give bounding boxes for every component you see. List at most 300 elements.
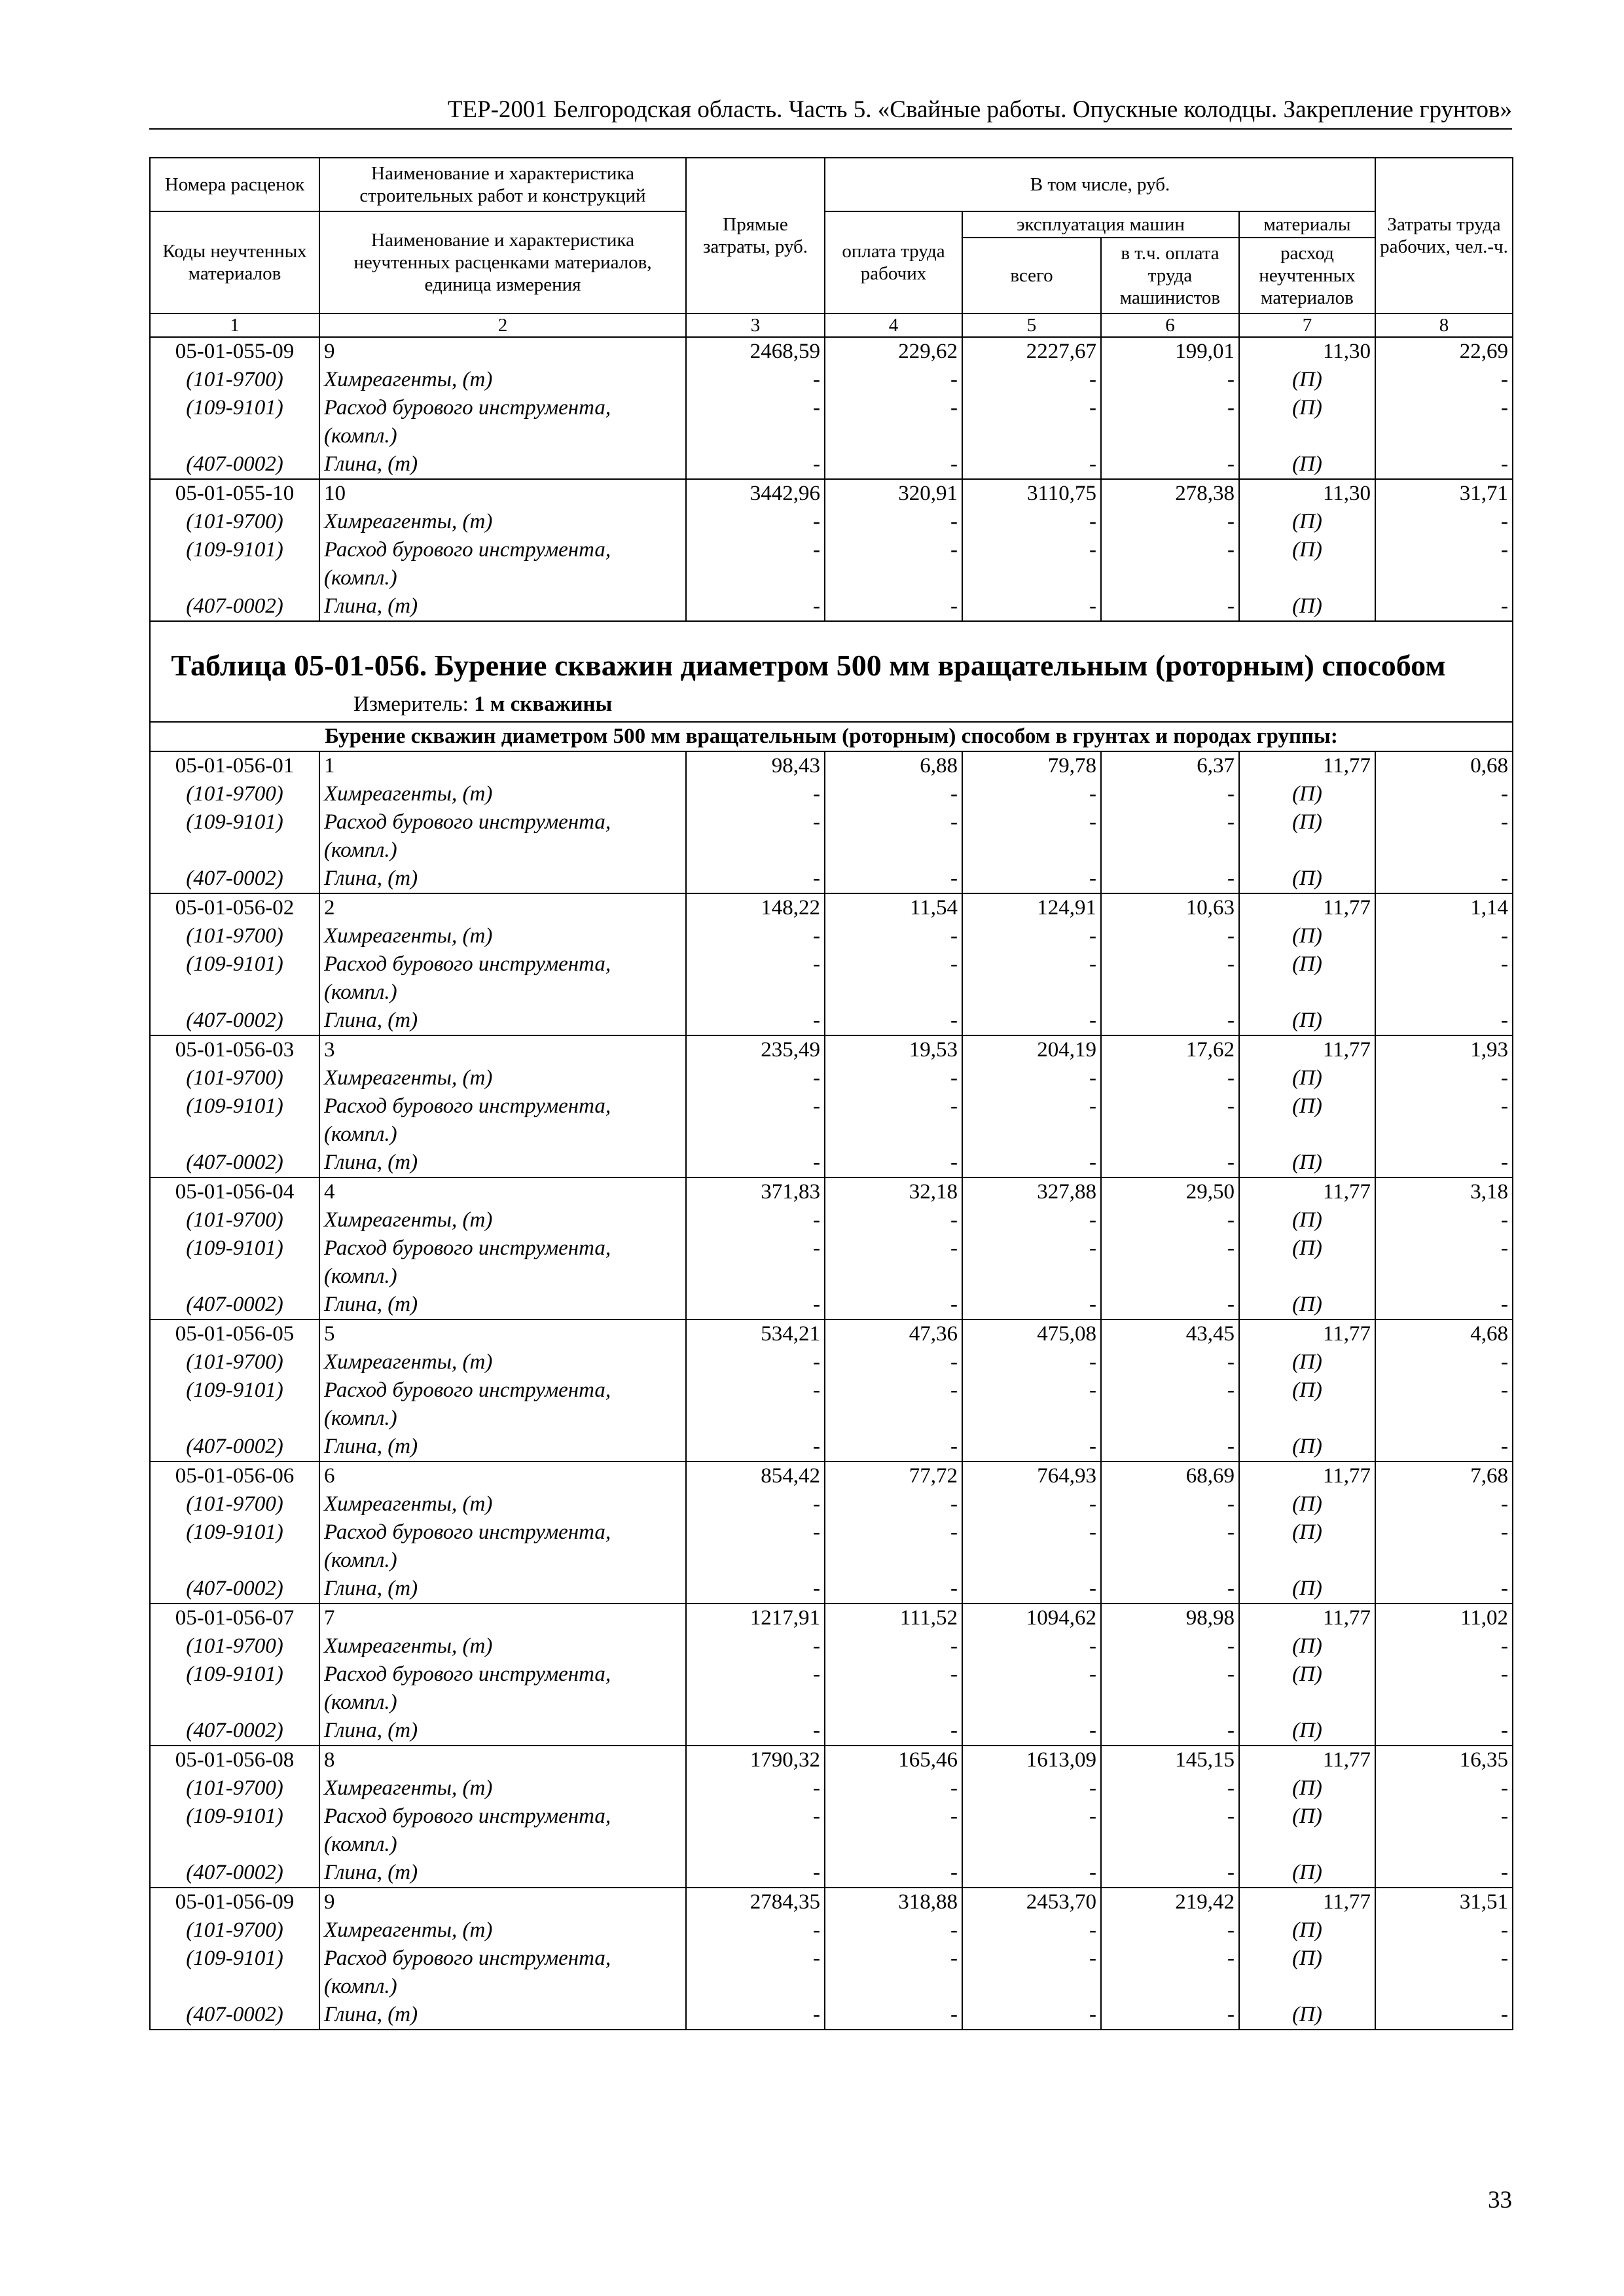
dash-value: -: [825, 1433, 962, 1462]
dash-value: [1101, 836, 1239, 865]
machine-cost: 1094,62: [962, 1604, 1101, 1632]
material-name: Глина, (т): [319, 2001, 686, 2030]
labor-pay: 165,46: [825, 1746, 962, 1774]
machine-labor-pay: 6,37: [1101, 751, 1239, 780]
material-name: Расход бурового инструмента,: [319, 1518, 686, 1547]
rate-code: 05-01-056-07: [150, 1604, 319, 1632]
material-name: Расход бурового инструмента,: [319, 950, 686, 978]
dash-value: [962, 978, 1101, 1007]
dash-value: -: [686, 780, 825, 808]
material-code: [150, 422, 319, 450]
dash-value: -: [1375, 1433, 1513, 1462]
machine-labor-pay: 219,42: [1101, 1888, 1239, 1916]
material-code: (407-0002): [150, 592, 319, 621]
dash-value: -: [1101, 394, 1239, 422]
material-name: Химреагенты, (т): [319, 1348, 686, 1376]
material-name: (компл.): [319, 1405, 686, 1433]
material-row: [150, 1490, 1513, 1518]
dash-value: -: [686, 366, 825, 394]
machine-cost: 2453,70: [962, 1888, 1101, 1916]
dash-value: -: [825, 922, 962, 950]
dash-value: -: [686, 1945, 825, 1973]
material-row: [150, 564, 1513, 592]
dash-value: -: [825, 1348, 962, 1376]
material-name: Химреагенты, (т): [319, 780, 686, 808]
dash-value: -: [1101, 366, 1239, 394]
dash-value: -: [1101, 1518, 1239, 1547]
unaccounted-mark: (П): [1239, 1575, 1375, 1604]
direct-cost: 371,83: [686, 1177, 825, 1206]
dash-value: -: [825, 1376, 962, 1405]
dash-value: -: [1101, 1575, 1239, 1604]
col-header-including: В том числе, руб.: [825, 158, 1375, 211]
unaccounted-mark: [1239, 564, 1375, 592]
dash-value: [962, 1831, 1101, 1859]
material-name: (компл.): [319, 1263, 686, 1291]
dash-value: [825, 1405, 962, 1433]
unaccounted-mark: [1239, 1973, 1375, 2001]
material-code: (407-0002): [150, 1149, 319, 1177]
unaccounted-mark: (П): [1239, 1064, 1375, 1092]
dash-value: [825, 1689, 962, 1717]
materials-cost: 11,77: [1239, 1177, 1375, 1206]
unaccounted-mark: (П): [1239, 1518, 1375, 1547]
dash-value: -: [962, 865, 1101, 893]
dash-value: -: [1375, 780, 1513, 808]
dash-value: -: [962, 1234, 1101, 1263]
material-name: Химреагенты, (т): [319, 1206, 686, 1234]
material-row: [150, 1348, 1513, 1376]
soil-group: 6: [319, 1462, 686, 1490]
material-row: [150, 1405, 1513, 1433]
soil-group: 9: [319, 1888, 686, 1916]
dash-value: -: [686, 1916, 825, 1945]
dash-value: -: [962, 808, 1101, 836]
direct-cost: 2468,59: [686, 337, 825, 366]
material-code: [150, 1689, 319, 1717]
materials-cost: 11,77: [1239, 751, 1375, 780]
dash-value: -: [1101, 592, 1239, 621]
machine-labor-pay: 278,38: [1101, 479, 1239, 508]
price-table: [149, 157, 1513, 2030]
direct-cost: 534,21: [686, 1319, 825, 1348]
dash-value: -: [1101, 1859, 1239, 1888]
dash-value: [1101, 1831, 1239, 1859]
labor-pay: 47,36: [825, 1319, 962, 1348]
material-name: Расход бурового инструмента,: [319, 394, 686, 422]
material-row: [150, 1632, 1513, 1660]
direct-cost: 2784,35: [686, 1888, 825, 1916]
material-code: (109-9101): [150, 1092, 319, 1121]
dash-value: -: [1101, 1490, 1239, 1518]
soil-group: 5: [319, 1319, 686, 1348]
dash-value: -: [962, 1945, 1101, 1973]
dash-value: -: [686, 1803, 825, 1831]
dash-value: -: [962, 1376, 1101, 1405]
machine-labor-pay: 98,98: [1101, 1604, 1239, 1632]
dash-value: -: [825, 450, 962, 479]
material-name: Расход бурового инструмента,: [319, 808, 686, 836]
unaccounted-mark: (П): [1239, 1348, 1375, 1376]
dash-value: -: [1375, 1774, 1513, 1803]
table-title-row: [150, 621, 1513, 722]
dash-value: -: [1101, 1632, 1239, 1660]
dash-value: -: [1101, 450, 1239, 479]
labor-hours: 11,02: [1375, 1604, 1513, 1632]
dash-value: -: [962, 1632, 1101, 1660]
dash-value: -: [1375, 1291, 1513, 1319]
material-code: [150, 1831, 319, 1859]
dash-value: -: [962, 1660, 1101, 1689]
dash-value: -: [825, 536, 962, 564]
dash-value: [1101, 1689, 1239, 1717]
unaccounted-mark: [1239, 1831, 1375, 1859]
rate-row: [150, 1177, 1513, 1206]
dash-value: -: [825, 1717, 962, 1746]
meter-label: Измеритель:: [353, 692, 469, 716]
dash-value: -: [962, 1859, 1101, 1888]
material-code: (407-0002): [150, 865, 319, 893]
dash-value: -: [962, 1149, 1101, 1177]
material-name: (компл.): [319, 1831, 686, 1859]
direct-cost: 98,43: [686, 751, 825, 780]
dash-value: -: [1375, 394, 1513, 422]
material-row: [150, 978, 1513, 1007]
material-row: [150, 1149, 1513, 1177]
col-header-materials: материалы: [1239, 211, 1375, 238]
material-row: [150, 1547, 1513, 1575]
material-row: [150, 1575, 1513, 1604]
material-name: Глина, (т): [319, 450, 686, 479]
material-row: [150, 1518, 1513, 1547]
dash-value: -: [1101, 865, 1239, 893]
dash-value: [1101, 1263, 1239, 1291]
material-code: [150, 978, 319, 1007]
unaccounted-mark: (П): [1239, 592, 1375, 621]
material-code: (407-0002): [150, 1291, 319, 1319]
rate-row: [150, 1888, 1513, 1916]
dash-value: [825, 1547, 962, 1575]
dash-value: -: [962, 450, 1101, 479]
labor-hours: 7,68: [1375, 1462, 1513, 1490]
unaccounted-mark: (П): [1239, 808, 1375, 836]
dash-value: -: [686, 2001, 825, 2030]
unaccounted-mark: (П): [1239, 1803, 1375, 1831]
dash-value: -: [1101, 1206, 1239, 1234]
dash-value: -: [962, 950, 1101, 978]
material-name: Расход бурового инструмента,: [319, 1803, 686, 1831]
dash-value: [1375, 1547, 1513, 1575]
dash-value: [686, 1263, 825, 1291]
machine-cost: 204,19: [962, 1035, 1101, 1064]
dash-value: -: [1101, 1064, 1239, 1092]
soil-group: 1: [319, 751, 686, 780]
material-code: (101-9700): [150, 1632, 319, 1660]
col-header-machines-labor: в т.ч. оплата труда машинистов: [1101, 238, 1239, 314]
dash-value: -: [1101, 922, 1239, 950]
unaccounted-mark: (П): [1239, 1149, 1375, 1177]
material-code: (109-9101): [150, 1376, 319, 1405]
material-row: [150, 1092, 1513, 1121]
dash-value: -: [825, 1092, 962, 1121]
labor-hours: 16,35: [1375, 1746, 1513, 1774]
unaccounted-mark: (П): [1239, 1206, 1375, 1234]
machine-cost: 79,78: [962, 751, 1101, 780]
unaccounted-mark: [1239, 1547, 1375, 1575]
materials-cost: 11,77: [1239, 1746, 1375, 1774]
column-number: 8: [1375, 314, 1513, 337]
unaccounted-mark: (П): [1239, 2001, 1375, 2030]
dash-value: -: [1101, 1916, 1239, 1945]
dash-value: [825, 1973, 962, 2001]
unaccounted-mark: (П): [1239, 780, 1375, 808]
dash-value: [962, 1405, 1101, 1433]
labor-hours: 31,51: [1375, 1888, 1513, 1916]
dash-value: -: [1375, 1149, 1513, 1177]
dash-value: -: [1101, 808, 1239, 836]
material-code: (407-0002): [150, 450, 319, 479]
material-code: (109-9101): [150, 1518, 319, 1547]
material-row: [150, 836, 1513, 865]
material-name: (компл.): [319, 1547, 686, 1575]
rate-code: 05-01-055-09: [150, 337, 319, 366]
dash-value: [1101, 422, 1239, 450]
material-code: (407-0002): [150, 2001, 319, 2030]
column-number: 4: [825, 314, 962, 337]
direct-cost: 1790,32: [686, 1746, 825, 1774]
machine-cost: 3110,75: [962, 479, 1101, 508]
material-name: Глина, (т): [319, 1433, 686, 1462]
dash-value: -: [825, 1945, 962, 1973]
dash-value: -: [962, 1803, 1101, 1831]
rate-code: 05-01-055-10: [150, 479, 319, 508]
material-code: [150, 836, 319, 865]
column-number: 1: [150, 314, 319, 337]
material-name: Расход бурового инструмента,: [319, 1092, 686, 1121]
dash-value: -: [825, 808, 962, 836]
materials-cost: 11,77: [1239, 1604, 1375, 1632]
materials-cost: 11,77: [1239, 1319, 1375, 1348]
dash-value: -: [962, 1774, 1101, 1803]
material-code: [150, 1263, 319, 1291]
unaccounted-mark: (П): [1239, 508, 1375, 536]
material-row: [150, 865, 1513, 893]
col-header-name: Наименование и характеристика строительных работ и конструкций: [319, 158, 686, 211]
column-number: 3: [686, 314, 825, 337]
dash-value: -: [962, 536, 1101, 564]
direct-cost: 1217,91: [686, 1604, 825, 1632]
material-code: (101-9700): [150, 1064, 319, 1092]
dash-value: -: [1375, 1518, 1513, 1547]
material-row: [150, 1717, 1513, 1746]
dash-value: -: [686, 1518, 825, 1547]
dash-value: -: [962, 1206, 1101, 1234]
dash-value: -: [1101, 1717, 1239, 1746]
dash-value: -: [825, 592, 962, 621]
material-row: [150, 1263, 1513, 1291]
rate-row: [150, 751, 1513, 780]
unaccounted-mark: (П): [1239, 394, 1375, 422]
page-number: 33: [1488, 2187, 1512, 2214]
dash-value: [962, 1547, 1101, 1575]
material-row: [150, 592, 1513, 621]
material-row: [150, 1774, 1513, 1803]
material-code: (109-9101): [150, 394, 319, 422]
col-header-machines: эксплуатация машин: [962, 211, 1239, 238]
dash-value: [1375, 1973, 1513, 2001]
dash-value: -: [1101, 2001, 1239, 2030]
dash-value: -: [825, 1007, 962, 1035]
dash-value: -: [825, 2001, 962, 2030]
dash-value: [1375, 978, 1513, 1007]
material-code: (101-9700): [150, 1774, 319, 1803]
dash-value: -: [825, 865, 962, 893]
materials-cost: 11,77: [1239, 893, 1375, 922]
material-code: [150, 1121, 319, 1149]
dash-value: -: [1375, 1945, 1513, 1973]
material-row: [150, 1689, 1513, 1717]
dash-value: -: [686, 1376, 825, 1405]
dash-value: -: [1375, 1859, 1513, 1888]
material-row: [150, 1206, 1513, 1234]
section-row: [150, 722, 1513, 751]
dash-value: -: [686, 450, 825, 479]
material-code: (101-9700): [150, 780, 319, 808]
unaccounted-mark: (П): [1239, 1092, 1375, 1121]
table-title-block: [150, 621, 1513, 722]
material-name: Глина, (т): [319, 1717, 686, 1746]
material-row: [150, 1376, 1513, 1405]
dash-value: -: [686, 1859, 825, 1888]
dash-value: -: [1101, 536, 1239, 564]
unaccounted-mark: [1239, 836, 1375, 865]
material-name: Глина, (т): [319, 1149, 686, 1177]
unaccounted-mark: (П): [1239, 1859, 1375, 1888]
dash-value: -: [686, 1291, 825, 1319]
unaccounted-mark: (П): [1239, 1632, 1375, 1660]
dash-value: -: [1375, 592, 1513, 621]
dash-value: -: [686, 1007, 825, 1035]
dash-value: -: [1375, 1490, 1513, 1518]
material-row: [150, 450, 1513, 479]
dash-value: -: [1101, 1376, 1239, 1405]
labor-pay: 320,91: [825, 479, 962, 508]
material-row: [150, 394, 1513, 422]
dash-value: -: [1375, 1007, 1513, 1035]
material-code: (109-9101): [150, 1234, 319, 1263]
material-row: [150, 1916, 1513, 1945]
dash-value: -: [1101, 508, 1239, 536]
dash-value: -: [686, 922, 825, 950]
machine-cost: 475,08: [962, 1319, 1101, 1348]
material-code: (101-9700): [150, 1916, 319, 1945]
labor-pay: 77,72: [825, 1462, 962, 1490]
dash-value: -: [1101, 1007, 1239, 1035]
dash-value: -: [962, 366, 1101, 394]
dash-value: -: [686, 1206, 825, 1234]
rate-row: [150, 1035, 1513, 1064]
dash-value: -: [825, 394, 962, 422]
dash-value: -: [825, 366, 962, 394]
material-name: Химреагенты, (т): [319, 366, 686, 394]
rate-row: [150, 1746, 1513, 1774]
material-name: Химреагенты, (т): [319, 1490, 686, 1518]
material-name: Расход бурового инструмента,: [319, 536, 686, 564]
labor-pay: 229,62: [825, 337, 962, 366]
material-code: (109-9101): [150, 536, 319, 564]
material-name: Химреагенты, (т): [319, 1064, 686, 1092]
material-code: (101-9700): [150, 1348, 319, 1376]
machine-labor-pay: 145,15: [1101, 1746, 1239, 1774]
dash-value: -: [962, 1007, 1101, 1035]
dash-value: -: [962, 1348, 1101, 1376]
material-name: Глина, (т): [319, 1575, 686, 1604]
material-row: [150, 1291, 1513, 1319]
dash-value: -: [962, 592, 1101, 621]
dash-value: -: [825, 1859, 962, 1888]
material-row: [150, 950, 1513, 978]
dash-value: [962, 1973, 1101, 2001]
dash-value: [825, 1263, 962, 1291]
dash-value: -: [962, 1433, 1101, 1462]
rate-row: [150, 479, 1513, 508]
unaccounted-mark: (П): [1239, 1234, 1375, 1263]
material-row: [150, 1803, 1513, 1831]
material-code: (101-9700): [150, 366, 319, 394]
material-row: [150, 1859, 1513, 1888]
material-code: (407-0002): [150, 1007, 319, 1035]
material-row: [150, 508, 1513, 536]
dash-value: -: [1375, 1092, 1513, 1121]
materials-cost: 11,77: [1239, 1888, 1375, 1916]
column-number: 5: [962, 314, 1101, 337]
material-name: (компл.): [319, 1689, 686, 1717]
dash-value: -: [1375, 536, 1513, 564]
material-code: (407-0002): [150, 1575, 319, 1604]
dash-value: [686, 836, 825, 865]
dash-value: -: [825, 1575, 962, 1604]
dash-value: -: [962, 1575, 1101, 1604]
dash-value: -: [1375, 2001, 1513, 2030]
direct-cost: 235,49: [686, 1035, 825, 1064]
dash-value: [1101, 1405, 1239, 1433]
direct-cost: 3442,96: [686, 479, 825, 508]
dash-value: -: [686, 1092, 825, 1121]
column-number-row: [150, 314, 1513, 337]
dash-value: -: [686, 1490, 825, 1518]
material-row: [150, 422, 1513, 450]
dash-value: -: [1101, 1945, 1239, 1973]
dash-value: [686, 1689, 825, 1717]
unaccounted-mark: (П): [1239, 950, 1375, 978]
dash-value: [1375, 1689, 1513, 1717]
dash-value: -: [962, 394, 1101, 422]
material-code: (109-9101): [150, 1803, 319, 1831]
dash-value: [825, 564, 962, 592]
material-code: (407-0002): [150, 1433, 319, 1462]
dash-value: -: [825, 1774, 962, 1803]
material-code: [150, 1405, 319, 1433]
dash-value: -: [825, 1916, 962, 1945]
labor-hours: 0,68: [1375, 751, 1513, 780]
material-code: [150, 564, 319, 592]
col-header-materials-use: расход неучтенных материалов: [1239, 238, 1375, 314]
dash-value: [1101, 978, 1239, 1007]
dash-value: -: [1101, 1660, 1239, 1689]
dash-value: [825, 422, 962, 450]
labor-pay: 32,18: [825, 1177, 962, 1206]
machine-cost: 764,93: [962, 1462, 1101, 1490]
